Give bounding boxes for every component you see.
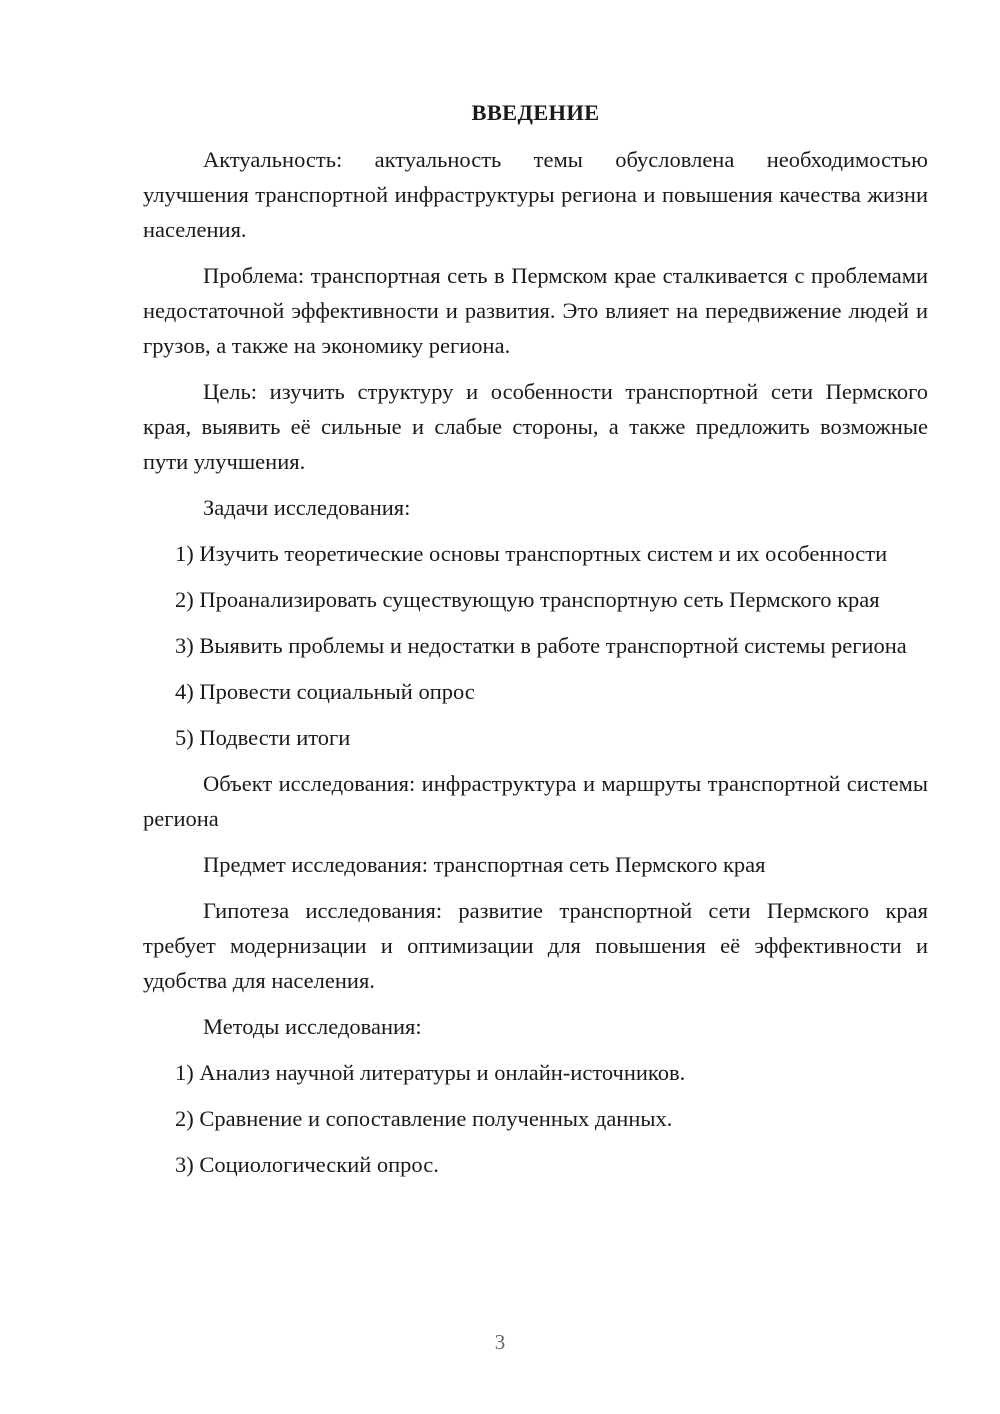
relevance-paragraph: Актуальность: актуальность темы обусловлена необходимостью улучшения транспортной инфраструктуры региона и повышения качества жизни населения. [143,147,928,242]
subject-paragraph: Предмет исследования: транспортная сеть Пермского края [203,852,766,877]
problem-paragraph: Проблема: транспортная сеть в Пермском крае сталкивается с проблемами недостаточной эффективности и развития. Это влияет на передвижение людей и грузов, а также на экономику региона. [143,263,928,358]
task-item-1: 1) Изучить теоретические основы транспортных систем и их особенности [175,541,888,566]
section-heading: ВВЕДЕНИЕ [471,100,600,125]
task-item-4: 4) Провести социальный опрос [175,679,475,704]
methods-title: Методы исследования: [203,1014,422,1039]
document-page [143,95,928,1193]
task-item-5: 5) Подвести итоги [175,725,351,750]
object-paragraph: Объект исследования: инфраструктура и маршруты транспортной системы региона [143,771,928,831]
task-item-2: 2) Проанализировать существующую транспортную сеть Пермского края [175,587,880,612]
method-item-1: 1) Анализ научной литературы и онлайн-источников. [175,1060,686,1085]
hypothesis-paragraph: Гипотеза исследования: развитие транспортной сети Пермского края требует модернизации и оптимизации для повышения её эффективности и удобства для населения. [143,898,928,993]
task-item-3: 3) Выявить проблемы и недостатки в работе транспортной системы региона [175,633,907,658]
page-number: 3 [494,1330,506,1354]
tasks-title: Задачи исследования: [203,495,411,520]
method-item-2: 2) Сравнение и сопоставление полученных данных. [175,1106,673,1131]
goal-paragraph: Цель: изучить структуру и особенности транспортной сети Пермского края, выявить её сильные и слабые стороны, а также предложить возможные пути улучшения. [143,379,928,474]
method-item-3: 3) Социологический опрос. [175,1152,439,1177]
